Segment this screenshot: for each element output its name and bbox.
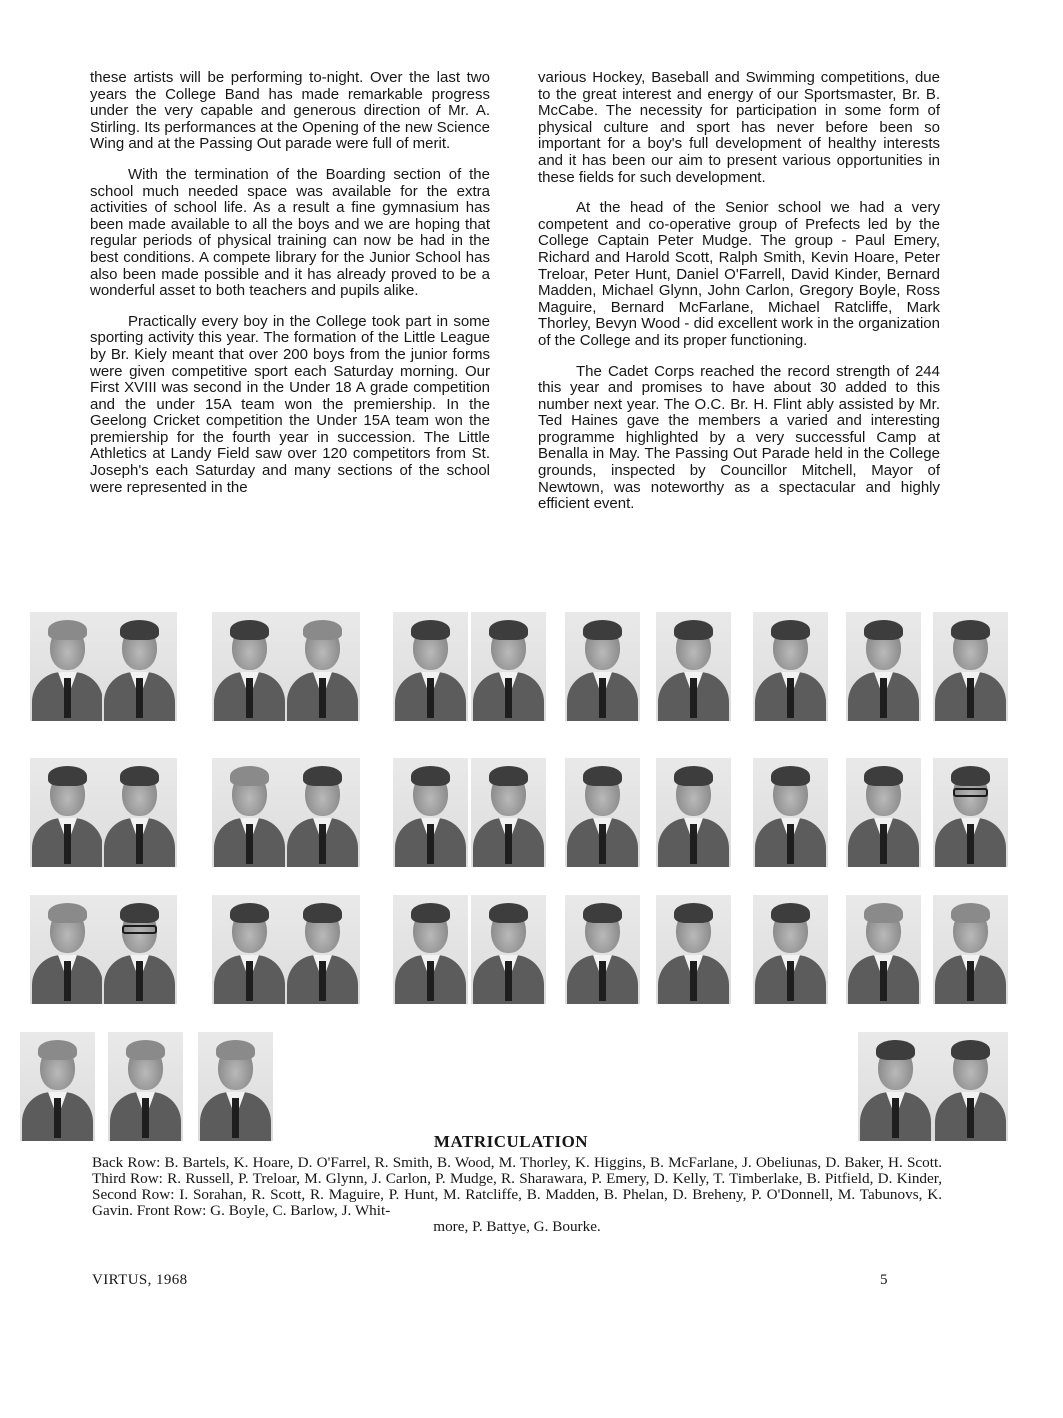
student-portrait bbox=[565, 895, 640, 1004]
caption-names-last-line: more, P. Battye, G. Bourke. bbox=[433, 1218, 601, 1235]
article-paragraph: various Hockey, Baseball and Swimming competitions, due to the great interest and energy of our Sportsmaster, Br. B. McCabe. The necessity for participation in some form of physical culture and sport has never before been so important for a boy's full development of healthy interests and it has been our aim to present various opportunities in these fields for such development. bbox=[538, 69, 940, 186]
student-portrait bbox=[30, 758, 105, 867]
page-number: 5 bbox=[880, 1272, 888, 1288]
student-portrait bbox=[102, 758, 177, 867]
caption-title: MATRICULATION bbox=[433, 1132, 589, 1151]
student-portrait bbox=[20, 1032, 95, 1141]
student-portrait bbox=[565, 758, 640, 867]
student-portrait bbox=[846, 612, 921, 721]
student-portrait bbox=[656, 895, 731, 1004]
student-portrait bbox=[285, 612, 360, 721]
student-portrait bbox=[846, 895, 921, 1004]
student-portrait bbox=[933, 1032, 1008, 1141]
student-portrait bbox=[471, 758, 546, 867]
student-portrait bbox=[212, 895, 287, 1004]
article-paragraph: At the head of the Senior school we had a very competent and co-operative group of Prefects led by the College Captain Peter Mudge. The group - Paul Emery, Richard and Harold Scott, Ralph Smith, Kevin Hoare, Peter Treloar, Peter Hunt, Daniel O'Farrell, David Kinder, Bernard Madden, Michael Glynn, John Carlon, Gregory Boyle, Ross Maguire, Bernard McFarlane, Michael Ratcliffe, Mark Thorley, Bevyn Wood - did excellent work in the organization of the College and its proper functioning. bbox=[538, 199, 940, 349]
student-portrait bbox=[753, 612, 828, 721]
student-portrait bbox=[753, 758, 828, 867]
student-portrait bbox=[212, 612, 287, 721]
student-portrait bbox=[393, 758, 468, 867]
article-paragraph: these artists will be performing to-night. Over the last two years the College Band has made remarkable progress under the very capable and generous direction of Mr. A. Stirling. Its performances at the Opening of the new Science Wing and at the Passing Out parade were full of merit. bbox=[90, 69, 490, 153]
student-portrait bbox=[102, 895, 177, 1004]
student-portrait bbox=[565, 612, 640, 721]
caption-names: Back Row: B. Bartels, K. Hoare, D. O'Farrel, R. Smith, B. Wood, M. Thorley, K. Higgins, B. McFarlane, J. Obeliunas, D. Baker, H. Scott. Third Row: R. Russell, P. Treloar, M. Glynn, J. Carlon, P. Mudge, R. Sharawara, P. Emery, D. Kelly, T. Timberlake, B. Pitfield, D. Kinder, Second Row: I. Sorahan, R. Scott, R. Maguire, P. Hunt, M. Ratcliffe, B. Madden, B. Phelan, D. Breheny, P. O'Donnell, M. Tabunovs, K. Gavin. Front Row: G. Boyle, C. Barlow, J. Whit- bbox=[92, 1154, 942, 1219]
student-portrait bbox=[753, 895, 828, 1004]
student-portrait bbox=[30, 895, 105, 1004]
student-portrait bbox=[102, 612, 177, 721]
student-portrait bbox=[656, 758, 731, 867]
student-portrait bbox=[393, 895, 468, 1004]
caption-text bbox=[92, 1155, 942, 1235]
student-portrait bbox=[471, 895, 546, 1004]
student-portrait bbox=[846, 758, 921, 867]
student-portrait bbox=[933, 612, 1008, 721]
student-portrait bbox=[30, 612, 105, 721]
student-portrait bbox=[108, 1032, 183, 1141]
student-portrait bbox=[393, 612, 468, 721]
student-portrait bbox=[656, 612, 731, 721]
student-portrait bbox=[933, 895, 1008, 1004]
student-portrait bbox=[285, 895, 360, 1004]
student-portrait bbox=[933, 758, 1008, 867]
student-portrait bbox=[198, 1032, 273, 1141]
article-paragraph: With the termination of the Boarding section of the school much needed space was available for the extra activities of school life. As a result a fine gymnasium has been made available to all the boys and we are hoping that regular periods of physical training can now be had in the best conditions. A compete library for the Junior School has also been made possible and it has already proved to be a wonderful asset to both teachers and pupils alike. bbox=[90, 165, 490, 300]
article-paragraph: The Cadet Corps reached the record strength of 244 this year and promises to have about 30 added to this number next year. The O.C. Br. H. Flint ably assisted by Mr. Ted Haines gave the members a varied and interesting programme highlighted by a very successful Camp at Benalla in May. The Passing Out Parade held in the College grounds, inspected by Councillor Mitchell, Mayor of Newtown, was noteworthy as a spectacular and highly efficient event. bbox=[538, 362, 940, 513]
student-portrait bbox=[212, 758, 287, 867]
student-portrait bbox=[285, 758, 360, 867]
article-paragraph: Practically every boy in the College took part in some sporting activity this year. The formation of the Little League by Br. Kiely meant that over 200 boys from the junior forms were given competitive sport each Saturday morning. Our First XVIII was second in the Under 18 A grade competition and the under 15A team won the premiership. In the Geelong Cricket competition the Under 15A team won the premiership for the fourth year in succession. The Little Athletics at Landy Field saw over 120 competitors from St. Joseph's each Saturday and many sections of the school were represented in the bbox=[90, 312, 490, 496]
student-portrait bbox=[858, 1032, 933, 1141]
publication-footer: VIRTUS, 1968 bbox=[92, 1272, 188, 1288]
student-portrait bbox=[471, 612, 546, 721]
